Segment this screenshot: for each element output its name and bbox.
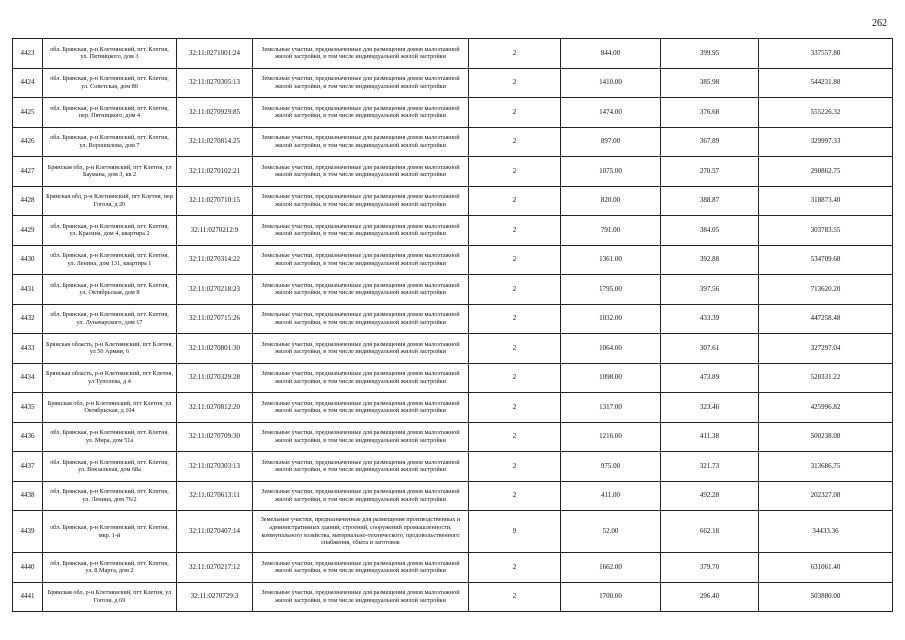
group-code-cell: 2: [469, 553, 561, 583]
table-body: [13, 39, 893, 612]
cadastral-value-cell: 303783.55: [759, 216, 893, 246]
table-row: [13, 98, 893, 128]
group-code-cell: 2: [469, 68, 561, 98]
group-code-cell: 2: [469, 363, 561, 393]
page-number: 262: [872, 18, 887, 29]
row-number: 4425: [13, 98, 43, 128]
table-row: [13, 334, 893, 364]
address-cell: Брянская область, р-н Клетнянский, пгт Клетня, ул Туполева, д 4: [43, 363, 177, 393]
area-cell: 1098.00: [561, 363, 661, 393]
row-number: 4440: [13, 553, 43, 583]
group-code-cell: 2: [469, 98, 561, 128]
table-row: [13, 511, 893, 553]
cadastral-number-cell: 32:11:0270709:30: [177, 422, 253, 452]
area-cell: 1317.00: [561, 393, 661, 423]
address-cell: обл. Брянская, р-н Клетнянский, пгт. Клетня, пер. Пятницкого, дом 4: [43, 98, 177, 128]
cadastral-value-cell: 503880.00: [759, 582, 893, 612]
cadastral-number-cell: 32:11:0270303:13: [177, 452, 253, 482]
address-cell: обл. Брянская, р-н Клетнянский, пгт. Клетня, ул. Ленина, дом 76/2: [43, 481, 177, 511]
specific-value-cell: 492.28: [661, 481, 759, 511]
land-use-cell: Земельные участки, предназначенные для размещения домов малоэтажной жилой застройки, в том числе индивидуальной жилой застройки: [253, 334, 469, 364]
table-row: [13, 157, 893, 187]
land-use-cell: Земельные участки, предназначенные для размещения домов малоэтажной жилой застройки, в том числе индивидуальной жилой застройки: [253, 481, 469, 511]
specific-value-cell: 307.61: [661, 334, 759, 364]
cadastral-value-cell: 534709.68: [759, 245, 893, 275]
address-cell: обл. Брянская, р-н Клетнянский, пгт. Клетня, мкр. 1-й: [43, 511, 177, 553]
cadastral-value-cell: 555226.32: [759, 98, 893, 128]
table-row: [13, 127, 893, 157]
group-code-cell: 9: [469, 511, 561, 553]
land-use-cell: Земельные участки, предназначенные для размещения домов малоэтажной жилой застройки, в том числе индивидуальной жилой застройки: [253, 363, 469, 393]
cadastral-value-cell: 447258.48: [759, 304, 893, 334]
address-cell: обл. Брянская, р-н Клетнянский, пгт. Клетня, ул. Ворошилова, дом 7: [43, 127, 177, 157]
row-number: 4438: [13, 481, 43, 511]
cadastral-value-cell: 329997.33: [759, 127, 893, 157]
row-number: 4427: [13, 157, 43, 187]
specific-value-cell: 376.68: [661, 98, 759, 128]
specific-value-cell: 473.89: [661, 363, 759, 393]
group-code-cell: 2: [469, 39, 561, 69]
cadastral-value-cell: 631061.40: [759, 553, 893, 583]
specific-value-cell: 388.87: [661, 186, 759, 216]
specific-value-cell: 433.39: [661, 304, 759, 334]
row-number: 4429: [13, 216, 43, 246]
row-number: 4441: [13, 582, 43, 612]
land-use-cell: Земельные участки, предназначенные для размещения домов малоэтажной жилой застройки, в том числе индивидуальной жилой застройки: [253, 452, 469, 482]
land-use-cell: Земельные участки, предназначенные для размещения домов малоэтажной жилой застройки, в том числе индивидуальной жилой застройки: [253, 245, 469, 275]
address-cell: Брянская обл, р-н Клетнянский, пгт Клетня, ул Гоголя, д 69: [43, 582, 177, 612]
table-row: [13, 393, 893, 423]
table-row: [13, 304, 893, 334]
land-use-cell: Земельные участки, предназначенные для размещения домов малоэтажной жилой застройки, в том числе индивидуальной жилой застройки: [253, 68, 469, 98]
cadastral-value-cell: 313686.75: [759, 452, 893, 482]
table-row: [13, 186, 893, 216]
address-cell: Брянская область, р-н Клетнянский, пгт Клетня, ул 50 Армии, 6: [43, 334, 177, 364]
land-use-cell: Земельные участки, предназначенные для размещения домов малоэтажной жилой застройки, в том числе индивидуальной жилой застройки: [253, 186, 469, 216]
cadastral-number-cell: 32:11:0270212:9: [177, 216, 253, 246]
cadastral-number-cell: 32:11:0270729:3: [177, 582, 253, 612]
cadastral-value-cell: 544231.80: [759, 68, 893, 98]
land-use-cell: Земельные участки, предназначенные для размещения домов малоэтажной жилой застройки, в том числе индивидуальной жилой застройки: [253, 127, 469, 157]
table-row: [13, 452, 893, 482]
area-cell: 411.00: [561, 481, 661, 511]
address-cell: обл. Брянская, р-н Клетнянский, пгт. Клетня, ул. Пятницкого, дом 3: [43, 39, 177, 69]
table-row: [13, 39, 893, 69]
area-cell: 791.00: [561, 216, 661, 246]
specific-value-cell: 397.56: [661, 275, 759, 305]
area-cell: 844.00: [561, 39, 661, 69]
specific-value-cell: 392.88: [661, 245, 759, 275]
cadastral-number-cell: 32:11:0270801:30: [177, 334, 253, 364]
land-use-cell: Земельные участки, предназначенные для размещения домов малоэтажной жилой застройки, в том числе индивидуальной жилой застройки: [253, 275, 469, 305]
land-use-cell: Земельные участки, предназначенные для размещения домов малоэтажной жилой застройки, в том числе индивидуальной жилой застройки: [253, 157, 469, 187]
group-code-cell: 2: [469, 393, 561, 423]
area-cell: 1662.00: [561, 553, 661, 583]
specific-value-cell: 411.38: [661, 422, 759, 452]
area-cell: 975.00: [561, 452, 661, 482]
cadastral-value-cell: 425996.82: [759, 393, 893, 423]
group-code-cell: 2: [469, 304, 561, 334]
specific-value-cell: 662.18: [661, 511, 759, 553]
address-cell: обл. Брянская, р-н Клетнянский, пгт. Клетня, ул. Луначарского, дом 17: [43, 304, 177, 334]
cadastral-value-cell: 318873.40: [759, 186, 893, 216]
cadastral-number-cell: 32:11:0270929:85: [177, 98, 253, 128]
land-use-cell: Земельные участки, предназначенные для размещения домов малоэтажной жилой застройки, в том числе индивидуальной жилой застройки: [253, 98, 469, 128]
table-row: [13, 422, 893, 452]
area-cell: 1361.00: [561, 245, 661, 275]
cadastral-value-cell: 34433.36: [759, 511, 893, 553]
cadastral-number-cell: 32:11:0270305:13: [177, 68, 253, 98]
table-row: [13, 275, 893, 305]
group-code-cell: 2: [469, 216, 561, 246]
group-code-cell: 2: [469, 245, 561, 275]
address-cell: обл. Брянская, р-н Клетнянский, пгт. Клетня, ул. Советская, дом 80: [43, 68, 177, 98]
cadastral-number-cell: 32:11:0270407:14: [177, 511, 253, 553]
land-use-cell: Земельные участки, предназначенные для размещения домов малоэтажной жилой застройки, в том числе индивидуальной жилой застройки: [253, 393, 469, 423]
area-cell: 1032.00: [561, 304, 661, 334]
address-cell: Брянская обл, р-н Клетнянский, пгт Клетня, ул Баумана, дом 3, кв 2: [43, 157, 177, 187]
row-number: 4424: [13, 68, 43, 98]
specific-value-cell: 270.57: [661, 157, 759, 187]
cadastral-value-cell: 500238.08: [759, 422, 893, 452]
group-code-cell: 2: [469, 582, 561, 612]
land-use-cell: Земельные участки, предназначенные для размещения домов малоэтажной жилой застройки, в том числе индивидуальной жилой застройки: [253, 582, 469, 612]
specific-value-cell: 296.40: [661, 582, 759, 612]
row-number: 4435: [13, 393, 43, 423]
address-cell: Брянская обл, р-н Клетнянский, пгт Клетня, пер Гоголя, д 20: [43, 186, 177, 216]
row-number: 4432: [13, 304, 43, 334]
cadastral-value-cell: 713620.20: [759, 275, 893, 305]
cadastral-number-cell: 32:11:0270218:23: [177, 275, 253, 305]
row-number: 4426: [13, 127, 43, 157]
address-cell: обл. Брянская, р-н Клетнянский, пгт. Клетня, ул. Красина, дом 4, квартира 2: [43, 216, 177, 246]
row-number: 4431: [13, 275, 43, 305]
table-row: [13, 245, 893, 275]
group-code-cell: 2: [469, 127, 561, 157]
specific-value-cell: 384.05: [661, 216, 759, 246]
cadastral-number-cell: 32:11:0270812:20: [177, 393, 253, 423]
area-cell: 1795.00: [561, 275, 661, 305]
land-use-cell: Земельные участки, предназначенные для размещения домов малоэтажной жилой застройки, в том числе индивидуальной жилой застройки: [253, 304, 469, 334]
cadastral-number-cell: 32:11:0270710:15: [177, 186, 253, 216]
row-number: 4430: [13, 245, 43, 275]
address-cell: обл. Брянская, р-н Клетнянский, пгт. Клетня, ул. Вокзальная, дом 68а: [43, 452, 177, 482]
cadastral-value-table: [12, 38, 893, 612]
group-code-cell: 2: [469, 481, 561, 511]
row-number: 4433: [13, 334, 43, 364]
land-use-cell: Земельные участки, предназначенные для размещения домов малоэтажной жилой застройки, в том числе индивидуальной жилой застройки: [253, 553, 469, 583]
cadastral-number-cell: 32:11:0270102:21: [177, 157, 253, 187]
area-cell: 1700.00: [561, 582, 661, 612]
row-number: 4434: [13, 363, 43, 393]
area-cell: 1474.00: [561, 98, 661, 128]
address-cell: обл. Брянская, р-н Клетнянский, пгт. Клетня, ул. 8 Марта, дом 2: [43, 553, 177, 583]
cadastral-number-cell: 32:11:0270613:11: [177, 481, 253, 511]
row-number: 4428: [13, 186, 43, 216]
table-row: [13, 68, 893, 98]
cadastral-value-cell: 327297.04: [759, 334, 893, 364]
specific-value-cell: 323.46: [661, 393, 759, 423]
address-cell: Брянская обл, р-н Клетнянский, пгт Клетня, ул Октябрьская, д 104: [43, 393, 177, 423]
address-cell: обл. Брянская, р-н Клетнянский, пгт. Клетня, ул. Ленина, дом 131, квартира 1: [43, 245, 177, 275]
cadastral-number-cell: 32:11:0271001:24: [177, 39, 253, 69]
area-cell: 1410.00: [561, 68, 661, 98]
table-row: [13, 582, 893, 612]
cadastral-number-cell: 32:11:0270814:25: [177, 127, 253, 157]
row-number: 4436: [13, 422, 43, 452]
specific-value-cell: 367.89: [661, 127, 759, 157]
cadastral-number-cell: 32:11:0270715:26: [177, 304, 253, 334]
cadastral-value-cell: 520331.22: [759, 363, 893, 393]
area-cell: 1216.00: [561, 422, 661, 452]
land-use-cell: Земельные участки, предназначенные для размещения домов малоэтажной жилой застройки, в том числе индивидуальной жилой застройки: [253, 422, 469, 452]
area-cell: 1075.00: [561, 157, 661, 187]
cadastral-number-cell: 32:11:0270314:22: [177, 245, 253, 275]
cadastral-number-cell: 32:11:0270329:28: [177, 363, 253, 393]
cadastral-value-cell: 290862.75: [759, 157, 893, 187]
row-number: 4437: [13, 452, 43, 482]
address-cell: обл. Брянская, р-н Клетнянский, пгт. Клетня, ул. Октябрьская, дом 8: [43, 275, 177, 305]
specific-value-cell: 379.70: [661, 553, 759, 583]
land-use-cell: Земельные участки, предназначенные для размещения домов малоэтажной жилой застройки, в том числе индивидуальной жилой застройки: [253, 39, 469, 69]
specific-value-cell: 321.73: [661, 452, 759, 482]
group-code-cell: 2: [469, 334, 561, 364]
area-cell: 820.00: [561, 186, 661, 216]
table-row: [13, 481, 893, 511]
cadastral-number-cell: 32:11:0270217:12: [177, 553, 253, 583]
cadastral-value-cell: 202327.08: [759, 481, 893, 511]
table-row: [13, 363, 893, 393]
area-cell: 52.00: [561, 511, 661, 553]
cadastral-value-cell: 337557.80: [759, 39, 893, 69]
group-code-cell: 2: [469, 452, 561, 482]
land-use-cell: Земельные участки, предназначенные для размещения домов малоэтажной жилой застройки, в том числе индивидуальной жилой застройки: [253, 216, 469, 246]
row-number: 4423: [13, 39, 43, 69]
group-code-cell: 2: [469, 157, 561, 187]
table-row: [13, 216, 893, 246]
address-cell: обл. Брянская, р-н Клетнянский, пгт. Клетня, ул. Мира, дом 51а: [43, 422, 177, 452]
area-cell: 1064.00: [561, 334, 661, 364]
row-number: 4439: [13, 511, 43, 553]
land-use-cell: Земельные участки, предназначенные для размещения производственных и административных зданий, строений, сооружений промышленности, коммунального хозяйства, материально-технического, продовольственного снабжения, сбыта и заготовок: [253, 511, 469, 553]
group-code-cell: 2: [469, 275, 561, 305]
group-code-cell: 2: [469, 422, 561, 452]
table-row: [13, 553, 893, 583]
group-code-cell: 2: [469, 186, 561, 216]
specific-value-cell: 399.95: [661, 39, 759, 69]
specific-value-cell: 385.98: [661, 68, 759, 98]
area-cell: 897.00: [561, 127, 661, 157]
